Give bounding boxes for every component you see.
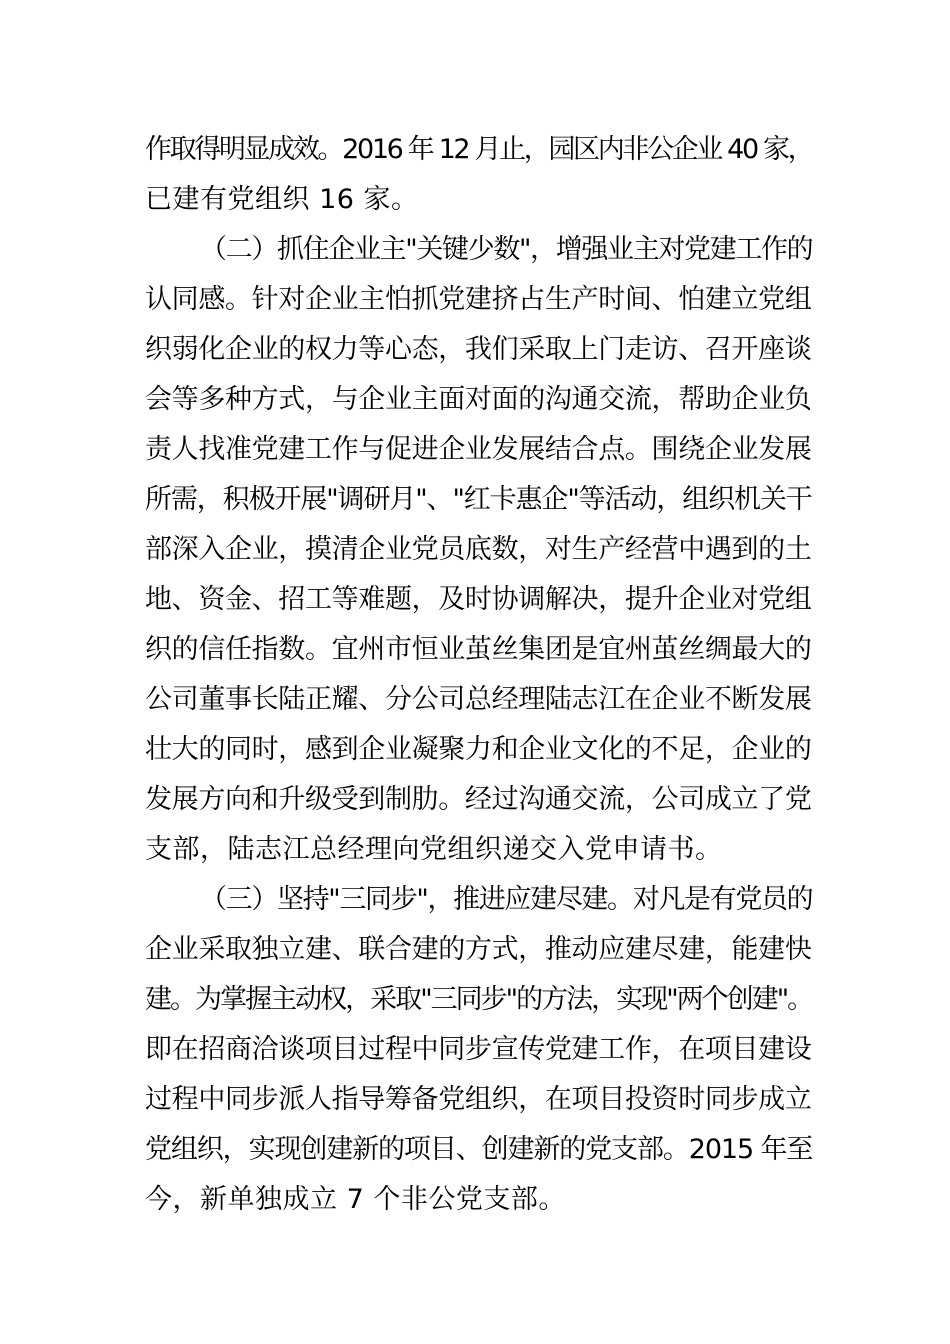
text-line: 公司董事长陆正耀、分公司总经理陆志江在企业不断发展 bbox=[145, 684, 812, 715]
text-line: 已建有党组织 16 家。 bbox=[145, 184, 419, 215]
text-line: 织弱化企业的权力等心态，我们采取上门走访、召开座谈 bbox=[145, 334, 812, 365]
text-line: 部深入企业，摸清企业党员底数，对生产经营中遇到的土 bbox=[145, 534, 812, 565]
text-line: 责人找准党建工作与促进企业发展结合点。围绕企业发展 bbox=[145, 434, 812, 465]
text-line: 所需，积极开展"调研月"、"红卡惠企"等活动，组织机关干 bbox=[145, 484, 812, 515]
paragraph-heading-2: （二）抓住企业主"关键少数"，增强业主对党建工作的 bbox=[200, 234, 813, 265]
text-line: 会等多种方式，与企业主面对面的沟通交流，帮助企业负 bbox=[145, 384, 812, 415]
text-line: 作取得明显成效。2016 年 12 月止，园区内非公企业 40 家， bbox=[145, 134, 813, 165]
text-line: 过程中同步派人指导筹备党组织，在项目投资时同步成立 bbox=[145, 1084, 812, 1115]
text-line: 织的信任指数。宜州市恒业茧丝集团是宜州茧丝绸最大的 bbox=[145, 634, 812, 665]
text-line: 认同感。针对企业主怕抓党建挤占生产时间、怕建立党组 bbox=[145, 284, 812, 315]
text-line: 壮大的同时，感到企业凝聚力和企业文化的不足，企业的 bbox=[145, 734, 812, 765]
text-line: 支部，陆志江总经理向党组织递交入党申请书。 bbox=[145, 834, 723, 865]
text-line: 企业采取独立建、联合建的方式，推动应建尽建，能建快 bbox=[145, 934, 812, 965]
text-line: 即在招商洽谈项目过程中同步宣传党建工作，在项目建设 bbox=[145, 1034, 812, 1065]
text-line: 建。为掌握主动权，采取"三同步"的方法，实现"两个创建"。 bbox=[145, 984, 813, 1015]
text-line: 发展方向和升级受到制肋。经过沟通交流，公司成立了党 bbox=[145, 784, 812, 815]
text-line: 地、资金、招工等难题，及时协调解决，提升企业对党组 bbox=[145, 584, 812, 615]
text-line: 今，新单独成立 7 个非公党支部。 bbox=[145, 1184, 566, 1215]
text-line: 党组织，实现创建新的项目、创建新的党支部。2015 年至 bbox=[145, 1134, 813, 1165]
paragraph-heading-3: （三）坚持"三同步"，推进应建尽建。对凡是有党员的 bbox=[200, 884, 813, 915]
